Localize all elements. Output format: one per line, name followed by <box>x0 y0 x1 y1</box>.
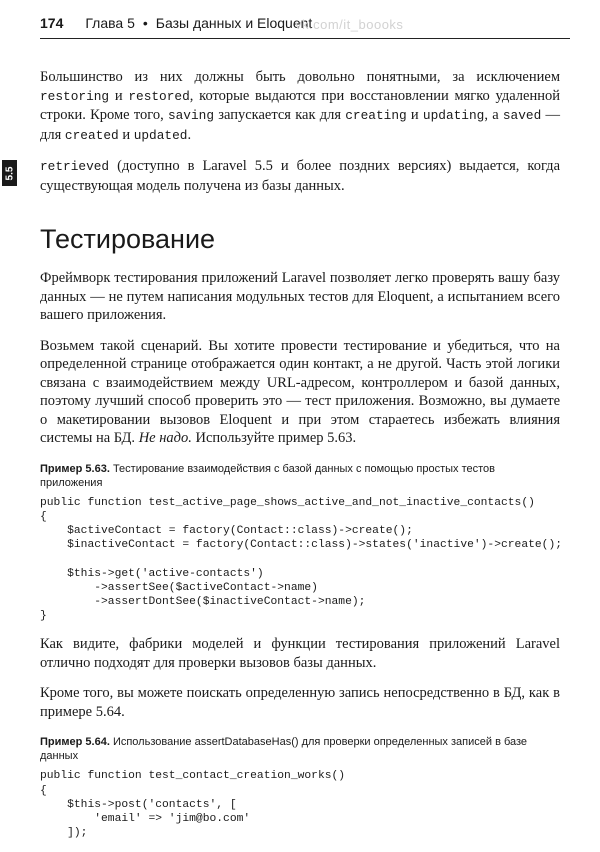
inline-code: creating <box>345 108 407 123</box>
text-run: Возьмем такой сценарий. Вы хотите провести тестирование и убедиться, что на определенной странице отображается один контакт, а не другой. Часть этой логики связана с взаимодействием между URL-адресом, контроллером и базой данных, поэтому лучший способ проверить это — тест приложения. Возможно, вы думаете о макетировании вызовов Eloquent и при этом стараетесь избежать влияния системы на БД. <box>40 337 560 446</box>
section-side-tab <box>2 160 17 186</box>
example-5-64-label: Пример 5.64. <box>40 736 110 749</box>
section-paragraph-1: Фреймворк тестирования приложений Laravel позволяет легко проверять вашу базу данных — не путем написания модульных тестов для Eloquent, а испытанием всего вашего приложения. <box>40 270 560 323</box>
example-5-64-caption-text: Использование assertDatabaseHas() для проверки определенных записей в базе данных <box>40 736 528 763</box>
example-5-63-label: Пример 5.63. <box>40 462 110 475</box>
inline-code: saving <box>167 108 215 123</box>
header-bullet: • <box>142 15 148 31</box>
text-run: . <box>187 126 192 143</box>
example-5-63-caption <box>40 462 560 490</box>
chapter-title: Базы данных и Eloquent <box>155 15 313 31</box>
after-example-paragraph-1: Как видите, фабрики моделей и функции тестирования приложений Laravel отлично подходят для проверки вызовов базы данных. <box>40 636 560 671</box>
watermark: vk.com/it_boooks <box>295 17 404 32</box>
inline-code: restored <box>128 88 190 104</box>
inline-code: retrieved <box>40 159 110 174</box>
text-run: (доступно в Laravel 5.5 и более поздних версиях) выдается, когда существующая модель получена из базы данных. <box>40 158 560 194</box>
page-header <box>40 8 570 39</box>
example-5-64-code: public function test_contact_creation_works() { $this->post('contacts', [ 'email' => 'jim@bo.com' ]); <box>40 770 346 840</box>
text-run: запускается как для <box>214 107 346 123</box>
page-number: 174 <box>40 15 64 31</box>
after-example-paragraph-2: Кроме того, вы можете поискать определенную запись непосредственно в БД, как в примере 5.64. <box>40 685 560 720</box>
inline-code: restoring <box>40 88 110 104</box>
inline-code: updating <box>422 108 485 123</box>
text-run: Используйте пример 5.63. <box>191 430 357 446</box>
intro-paragraph-2 <box>40 157 560 195</box>
text-run: и <box>118 126 134 143</box>
page-content <box>40 68 563 852</box>
text-run: , а <box>484 107 503 123</box>
inline-code: created <box>64 127 119 143</box>
inline-code: updated <box>133 127 188 143</box>
intro-paragraph-1 <box>40 68 560 145</box>
text-run: и <box>109 87 129 104</box>
inline-code: saved <box>502 108 542 123</box>
text-run: — для <box>40 107 561 143</box>
text-run: и <box>406 107 423 123</box>
text-run: Большинство из них должны быть довольно понятными, за исключением <box>40 69 560 85</box>
example-5-63-caption-text: Тестирование взаимодействия с базой данных с помощью простых тестов приложения <box>40 462 495 489</box>
section-side-tab-label: 5.5 <box>4 166 15 180</box>
text-run: , которые выдаются при восстановлении мягко удаленной строки. Кроме того, <box>40 87 561 123</box>
example-5-64-caption <box>40 735 560 763</box>
section-title: Тестирование <box>40 224 216 254</box>
section-paragraph-2 <box>40 337 560 448</box>
emphasis: Не надо. <box>138 430 192 446</box>
chapter-label: Глава 5 <box>85 15 135 31</box>
example-5-63-code: public function test_active_page_shows_active_and_not_inactive_contacts() { $activeContact = factory(Contact::class)->create(); $inactiveContact = factory(Contact::class)->states('inactive')->create(); $this->get('active-contacts') ->assertSee($activeContact->name) ->assertDontSee($inactiveContact->name); } <box>40 496 563 623</box>
